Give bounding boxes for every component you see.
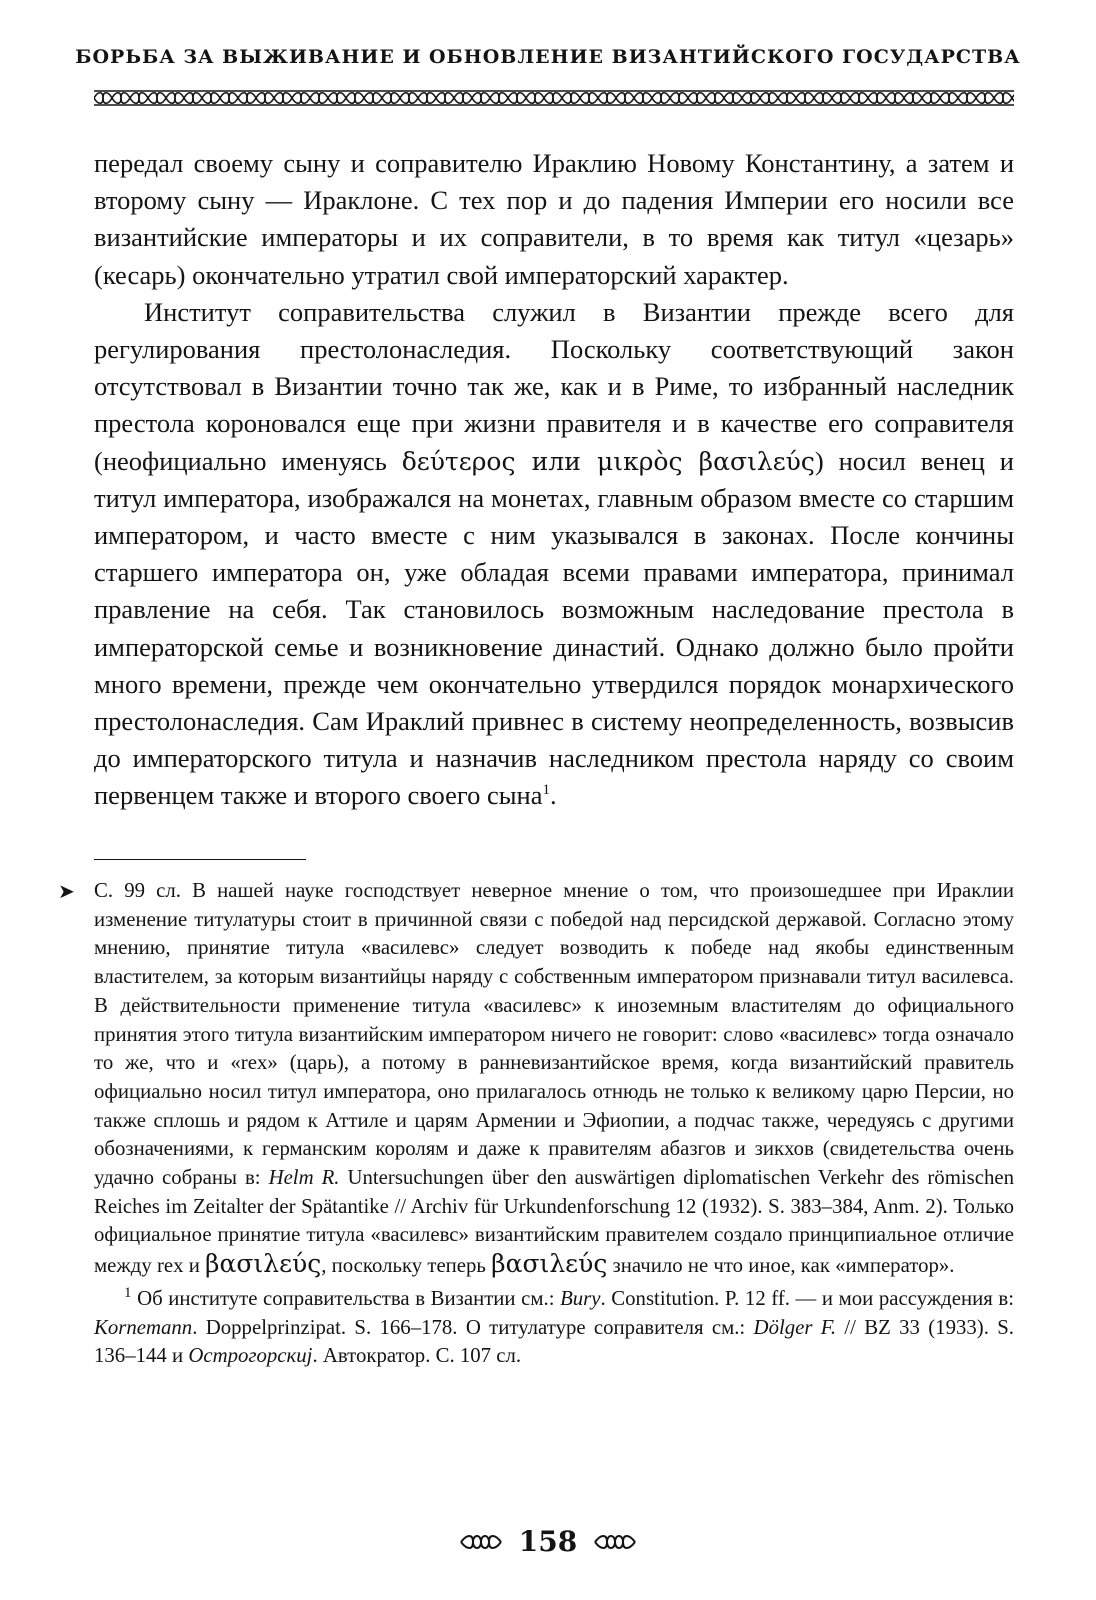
greek-basileus-2: βασιλεύς [491, 1249, 608, 1279]
continued-footnote [58, 877, 1014, 1281]
author-ostrogorsky: Острогорскиј [188, 1344, 313, 1368]
paragraph-2-end: . [549, 780, 557, 811]
footnote-1-a: Об институте соправительства в Византии см.: [131, 1286, 561, 1310]
paragraph-2 [94, 294, 1014, 815]
footnote-1-marker: 1 [124, 1284, 132, 1301]
running-title: БОРЬБА ЗА ВЫЖИВАНИЕ И ОБНОВЛЕНИЕ ВИЗАНТИЙСКОГО ГОСУДАРСТВА [75, 46, 1021, 68]
footnote-1-e: . Автократор. С. 107 сл. [312, 1344, 522, 1368]
continued-footnote-a: С. 99 сл. В нашей науке господствует неверное мнение о том, что произошедшее при Ираклии изменение титулатуры стоит в причинной связи с победой над персидской державой. Согласно этому мнению, принятие титула «василевс» следует возводить к победе над якобы единственным властителем, за которым византийцы наряду с собственным императором признавали титул василевса. В действительности применение титула «василевс» к иноземным властителям до официального принятия этого титула византийским императором ничего не говорит: слово «василевс» тогда означало то же, что и «rex» (царь), а потому в ранневизантийское время, когда византийский правитель официально носил титул императора, оно прилагалось отнюдь не только к великому царю Персии, но также сплошь и рядом к Аттиле и царям Армении и Эфиопии, а подчас также, чередуясь с другими обозначениями, к германским королям и даже к правителям абазгов и зикхов (свидетельства очень удачно собраны в: [94, 879, 1014, 1190]
continued-footnote-d: значило не что иное, как «император». [607, 1254, 955, 1278]
right-knot-ornament-icon [593, 1534, 637, 1550]
paragraph-2-part-b: ) носил венец и титул императора, изображался на монетах, главным образом вместе со старшим императором, и часто вместе с ним указывался в законах. После кончины старшего императора он, уже обладая всеми правами императора, принимал правление на себя. Так становилось возможным наследование престола в императорской семье и возникновение династий. Однако должно было пройти много времени, прежде чем окончательно утвердился порядок монархического престолонаследия. Сам Ираклий привнес в систему неопределенность, возвысив до императорского титула и назначив наследником престола наряду со своим первенцем также и второго своего сына [94, 445, 1014, 811]
main-text [94, 145, 1014, 815]
footnote-1 [94, 1285, 1014, 1371]
footnote-rule [94, 859, 306, 860]
footnote-1-c: . Doppelprinzipat. S. 166–178. О титулатуре соправителя см.: [192, 1315, 754, 1339]
footnote-reference: 1 [542, 782, 550, 799]
author-kornemann: Kornemann [94, 1315, 193, 1339]
continued-footnote-b: Untersuchungen über den auswärtigen diplomatischen Verkehr des römischen Reiches im Zeitalter der Spätantike // Archiv für Urkundenforschung 12 (1932). S. 383–384, Anm. 2). Только официальное принятие титула «василевс» византийским правителем создало принципиальное отличие между rex и [94, 1166, 1014, 1278]
author-bury: Bury [560, 1286, 601, 1310]
author-helm: Helm R. [268, 1166, 340, 1190]
paragraph-2-part-a: Институт соправительства служил в Византии прежде всего для регулирования престолонаследия. Поскольку соответствующий закон отсутствовал в Византии точно так же, как и в Риме, то избранный наследник престола короновался еще при жизни правителя и в качестве его соправителя (неофициально именуясь [94, 296, 1014, 476]
paragraph-1: передал своему сыну и соправителю Ираклию Новому Константину, а затем и второму сыну — Ираклоне. С тех пор и до падения Империи его носили все византийские императоры и их соправители, в то время как титул «цезарь» (кесарь) окончательно утратил свой императорский характер. [94, 148, 1014, 290]
page-number: 158 [518, 1525, 578, 1558]
left-knot-ornament-icon [459, 1534, 503, 1550]
footnote-1-b: . Constitution. P. 12 ff. — и мои рассуждения в: [600, 1286, 1014, 1310]
footnotes [58, 877, 1014, 1371]
author-dolger: Dölger F. [753, 1315, 837, 1339]
ornamental-border [94, 90, 1014, 106]
greek-term: δεύτερος или μικρὸς βασιλεύς [401, 446, 815, 476]
page-footer [0, 1525, 1096, 1558]
greek-basileus-1: βασιλεύς [205, 1249, 322, 1279]
continuation-arrow-icon: ➤ [58, 879, 75, 903]
footnote-1-d: // BZ 33 (1933). S. 136–144 и [94, 1315, 1014, 1368]
continued-footnote-c: , поскольку теперь [321, 1254, 492, 1278]
